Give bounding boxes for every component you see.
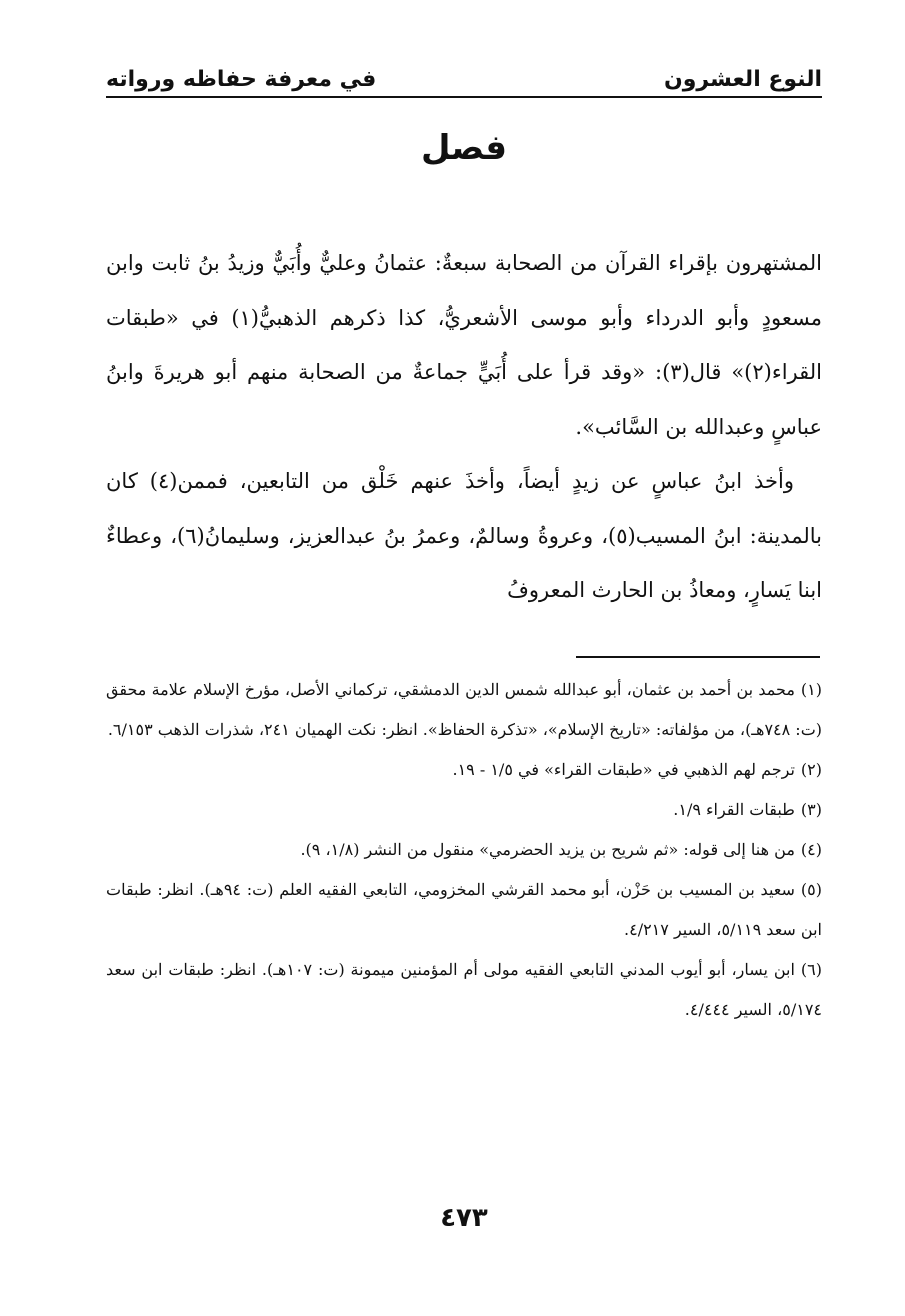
footnote-number: (٣) bbox=[800, 800, 822, 819]
footnote-number: (١) bbox=[800, 680, 823, 699]
footnote-number: (٤) bbox=[800, 840, 822, 859]
footnote-number: (٢) bbox=[800, 760, 822, 779]
footnote-text: ترجم لهم الذهبي في «طبقات القراء» في ١/٥ - ١٩. bbox=[452, 760, 795, 779]
footnote bbox=[106, 670, 822, 750]
footnote-text: محمد بن أحمد بن عثمان، أبو عبدالله شمس الدين الدمشقي، تركماني الأصل، مؤرخ الإسلام علامة محقق (ت: ٧٤٨هـ)، من مؤلفاته: «تاريخ الإسلام»، «تذكرة الحفاظ». انظر: نكت الهميان ٢٤١، شذرات الذهب ٦/١٥٣. bbox=[106, 680, 822, 739]
footnote-number: (٥) bbox=[800, 880, 823, 899]
footnote bbox=[106, 790, 822, 830]
header-section-title: في معرفة حفاظه ورواته bbox=[106, 67, 377, 92]
footnote bbox=[106, 830, 822, 870]
footnote bbox=[106, 950, 822, 1030]
header-rule bbox=[106, 96, 822, 98]
footnote-text: سعيد بن المسيب بن حَزْن، أبو محمد القرشي المخزومي، التابعي الفقيه العلم (ت: ٩٤هـ). انظر: طبقات ابن سعد ٥/١١٩، السير ٤/٢١٧. bbox=[106, 880, 822, 939]
footnote-text: من هنا إلى قوله: «ثم شريح بن يزيد الحضرمي» منقول من النشر (١/٨، ٩). bbox=[300, 840, 795, 859]
paragraph: وأخذ ابنُ عباسٍ عن زيدٍ أيضاً، وأخذَ عنهم خَلْق من التابعين، فممن(٤) كان بالمدينة: ابنُ المسيب(٥)، وعروةُ وسالمٌ، وعمرُ بنُ عبدالعزيز، وسليمانُ(٦)، وعطاءٌ ابنا يَسارٍ، ومعاذُ بن الحارث المعروفُ bbox=[106, 469, 822, 602]
footnote-separator bbox=[576, 656, 820, 658]
page-number: ٤٧٣ bbox=[440, 1203, 488, 1233]
footnote bbox=[106, 750, 822, 790]
paragraph: المشتهرون بإقراء القرآن من الصحابة سبعةٌ: عثمانُ وعليٌّ وأُبَيٌّ وزيدُ بنُ ثابت وابن مسعودٍ وأبو الدرداء وأبو موسى الأشعريُّ، كذا ذكرهم الذهبيُّ(١) في «طبقات القراء(٢)» قال(٣): «وقد قرأ على أُبَيٍّ جماعةٌ من الصحابة منهم أبو هريرةَ وابنُ عباسٍ وعبدالله بن السَّائب». bbox=[106, 251, 823, 439]
running-header bbox=[106, 52, 822, 92]
header-chapter-title: النوع العشرون bbox=[663, 67, 822, 92]
footnote-number: (٦) bbox=[800, 960, 822, 979]
footnote bbox=[106, 870, 822, 950]
main-text bbox=[106, 236, 822, 618]
footnote-text: طبقات القراء ١/٩. bbox=[673, 800, 795, 819]
footnote-text: ابن يسار، أبو أيوب المدني التابعي الفقيه مولى أم المؤمنين ميمونة (ت: ١٠٧هـ). انظر: طبقات ابن سعد ٥/١٧٤، السير ٤/٤٤٤. bbox=[106, 960, 822, 1019]
footnotes bbox=[106, 670, 822, 1030]
section-title: فصل bbox=[420, 128, 508, 168]
